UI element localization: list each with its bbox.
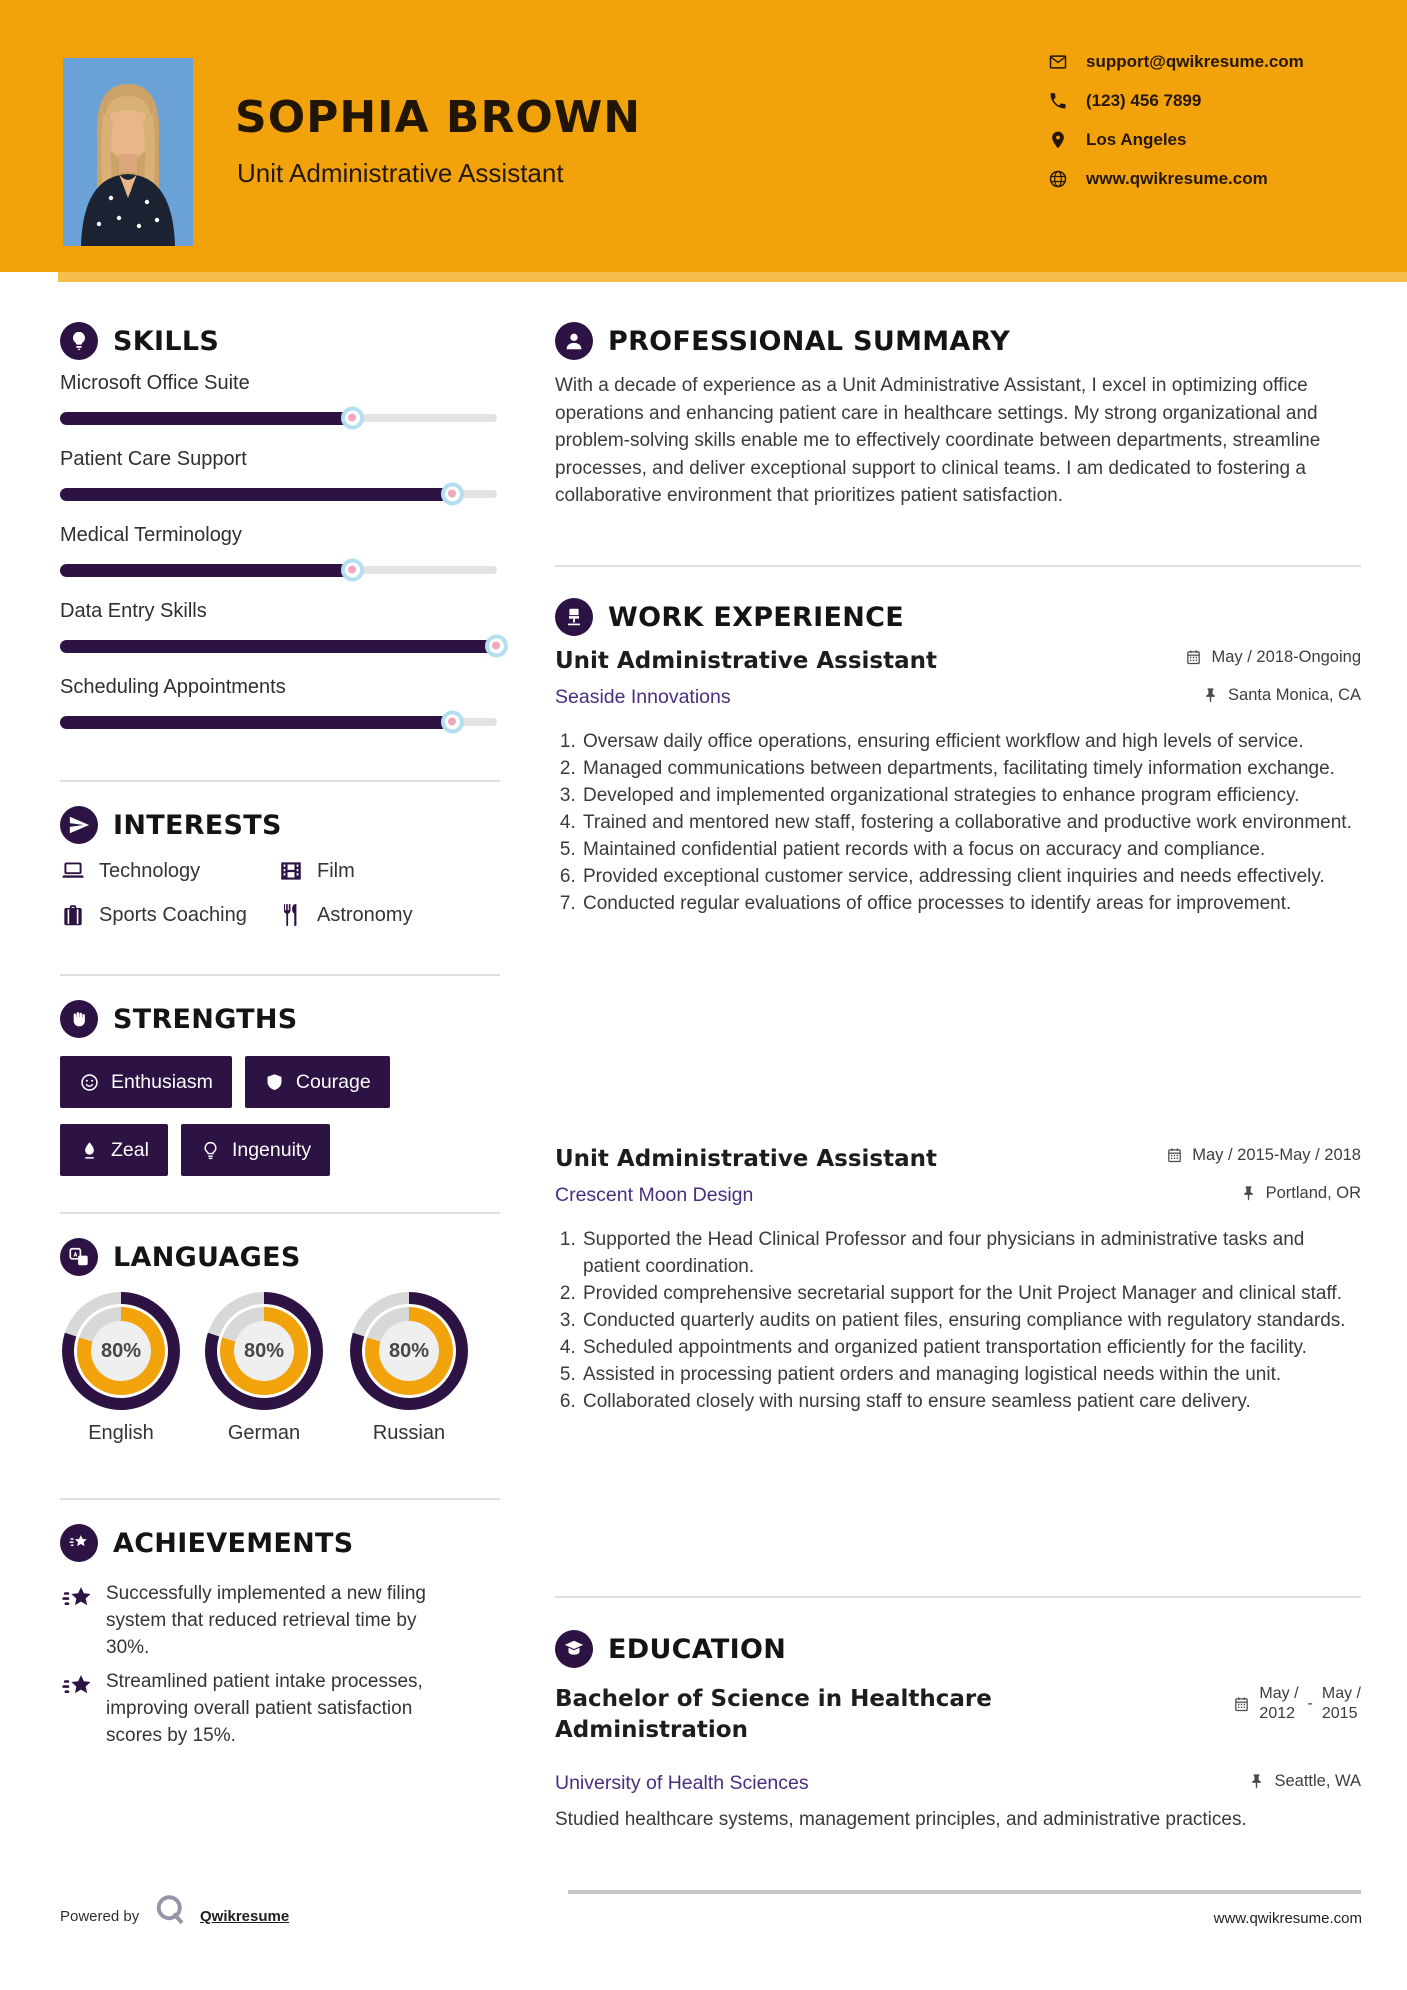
language-donut-russian: [350, 1292, 468, 1410]
job-location: [1240, 1184, 1361, 1203]
language-percent: 80%: [91, 1321, 151, 1381]
skill-label: Data Entry Skills: [60, 600, 207, 622]
achievement-text: Streamlined patient intake processes, improving overall patient satisfaction scores by 15%.: [106, 1671, 423, 1746]
interests-heading: INTERESTS: [113, 809, 282, 841]
summary-heading: PROFESSIONAL SUMMARY: [608, 325, 1011, 357]
interest-label: Sports Coaching: [99, 903, 247, 926]
language-percent: 80%: [234, 1321, 294, 1381]
shooting-star-icon: [60, 1670, 96, 1706]
skill-slider[interactable]: [60, 566, 497, 574]
job-date-text: May / 2015-May / 2018: [1192, 1146, 1361, 1164]
pushpin-icon: [1240, 1185, 1257, 1202]
job-location-text: Portland, OR: [1265, 1184, 1361, 1202]
shooting-star-icon: [60, 1524, 98, 1562]
strengths-section-header: [60, 1000, 298, 1038]
flame-icon: [79, 1140, 100, 1161]
job-bullet: 4. Trained and mentored new staff, fostering a collaborative and productive work environment.: [581, 809, 1361, 836]
interest-item: [60, 858, 278, 884]
divider: [555, 565, 1361, 567]
skills-section-header: [60, 322, 219, 360]
candidate-title: Unit Administrative Assistant: [237, 158, 564, 188]
job-bullet: 7. Conducted regular evaluations of office processes to identify areas for improvement.: [581, 890, 1361, 917]
contact-email[interactable]: [1048, 52, 1304, 72]
interest-item: [278, 902, 500, 928]
education-header: [555, 1684, 1361, 1746]
utensils-icon: [278, 902, 304, 928]
contact-email-text: support@qwikresume.com: [1086, 52, 1304, 71]
job-location-text: Santa Monica, CA: [1228, 686, 1361, 704]
strength-label: Ingenuity: [231, 1138, 312, 1161]
location-pin-icon: [1048, 130, 1068, 150]
job-date-text: May / 2018-Ongoing: [1211, 648, 1361, 666]
summary-section-header: [555, 322, 1010, 360]
skill-bar-fill: [60, 716, 453, 729]
job-bullet: 6. Provided exceptional customer service, addressing client inquiries and needs effectively.: [581, 863, 1361, 890]
shooting-star-icon: [60, 1582, 96, 1618]
language-name: Russian: [372, 1422, 446, 1444]
language-donut-english: [62, 1292, 180, 1410]
contact-website-text: www.qwikresume.com: [1086, 169, 1268, 188]
strength-label: Enthusiasm: [111, 1070, 213, 1093]
contact-phone[interactable]: [1048, 91, 1304, 111]
skill-bar-fill: [60, 640, 497, 653]
laptop-icon: [60, 858, 86, 884]
divider: [555, 1596, 1361, 1598]
education-dates: [1233, 1684, 1361, 1724]
skill-slider[interactable]: [60, 490, 497, 498]
contact-website[interactable]: [1048, 169, 1304, 189]
slider-handle[interactable]: [441, 483, 464, 506]
skill-bar-fill: [60, 564, 353, 577]
education-location-text: Seattle, WA: [1274, 1772, 1361, 1790]
job-bullet: 2. Provided comprehensive secretarial support for the Unit Project Manager and clinical staff.: [581, 1280, 1361, 1307]
language-percent: 80%: [379, 1321, 439, 1381]
phone-icon: [1048, 91, 1068, 111]
globe-icon: [1048, 169, 1068, 189]
contact-location: [1048, 130, 1304, 150]
slider-handle[interactable]: [441, 711, 464, 734]
translate-icon: [60, 1238, 98, 1276]
job-header: [555, 1146, 1361, 1172]
skill-label: Scheduling Appointments: [60, 676, 286, 698]
slider-handle[interactable]: [485, 635, 508, 658]
divider: [60, 974, 500, 976]
language-name: English: [88, 1422, 154, 1444]
summary-text: With a decade of experience as a Unit Administrative Assistant, I excel in optimizing office operations and enhancing patient care in healthcare settings. My strong organizational and problem-solving skills enable me to effectively coordinate between departments, streamline processes, and deliver exceptional support to clinical teams. I am dedicated to fostering a collaborative environment that prioritizes patient satisfaction.: [555, 375, 1321, 506]
education-date-start-top: May /: [1259, 1685, 1299, 1702]
graduation-icon: [555, 1630, 593, 1668]
interest-label: Astronomy: [317, 903, 413, 926]
job-bullet: 3. Developed and implemented organizational strategies to enhance program efficiency.: [581, 782, 1361, 809]
achievements-heading: ACHIEVEMENTS: [113, 1527, 354, 1559]
interest-item: [60, 902, 278, 928]
interest-label: Film: [317, 859, 355, 882]
strength-badge: [60, 1124, 168, 1176]
education-location: [1248, 1772, 1361, 1791]
job-date: [1185, 648, 1361, 667]
education-heading: EDUCATION: [608, 1633, 787, 1665]
job-bullet: 2. Managed communications between departments, facilitating timely information exchange.: [581, 755, 1361, 782]
interests-list: [60, 858, 500, 928]
paper-plane-icon: [60, 806, 98, 844]
job-date: [1166, 1146, 1361, 1165]
person-icon: [555, 322, 593, 360]
job-bullet: 1. Supported the Head Clinical Professor and four physicians in administrative tasks and patient coordination.: [581, 1226, 1361, 1280]
strength-badge: [245, 1056, 390, 1108]
languages-section-header: [60, 1238, 301, 1276]
school-name[interactable]: University of Health Sciences: [555, 1772, 809, 1794]
education-description: Studied healthcare systems, management principles, and administrative practices.: [555, 1809, 1247, 1830]
contact-block: [1048, 52, 1304, 189]
slider-handle[interactable]: [341, 407, 364, 430]
education-date-end-bottom: 2015: [1321, 1705, 1358, 1722]
company-name[interactable]: Crescent Moon Design: [555, 1184, 754, 1206]
interest-label: Technology: [99, 859, 201, 882]
slider-handle[interactable]: [341, 559, 364, 582]
candidate-name: SOPHIA BROWN: [235, 92, 642, 143]
job-bullet-list: [555, 1226, 1361, 1415]
footer-website[interactable]: www.qwikresume.com: [1213, 1910, 1362, 1927]
interest-item: [278, 858, 500, 884]
divider: [60, 1212, 500, 1214]
calendar-icon: [1185, 649, 1202, 666]
strength-badge: [60, 1056, 232, 1108]
skill-label: Microsoft Office Suite: [60, 372, 250, 394]
achievement-text: Successfully implemented a new filing system that reduced retrieval time by 30%.: [106, 1583, 426, 1658]
pushpin-icon: [1248, 1773, 1265, 1790]
strengths-row-2: [60, 1124, 330, 1176]
pushpin-icon: [1202, 687, 1219, 704]
job-subheader: [555, 1184, 1361, 1207]
education-section-header: [555, 1630, 786, 1668]
job-bullet-list: [555, 728, 1361, 917]
briefcase-icon: [60, 902, 86, 928]
strength-label: Courage: [295, 1070, 371, 1093]
qwikresume-brand-link[interactable]: Qwikresume: [200, 1908, 290, 1925]
achievements-section-header: [60, 1524, 354, 1562]
strength-label: Zeal: [111, 1138, 149, 1161]
header-accent-strip: [58, 272, 1407, 282]
education-date-separator: -: [1307, 1695, 1313, 1712]
fist-icon: [60, 1000, 98, 1038]
envelope-icon: [1048, 52, 1068, 72]
skill-bar-fill: [60, 412, 353, 425]
skill-bar-fill: [60, 488, 453, 501]
education-subheader: [555, 1772, 1361, 1795]
job-subheader: [555, 686, 1361, 709]
education-date-start-bottom: 2012: [1259, 1705, 1296, 1722]
skill-slider[interactable]: [60, 718, 497, 726]
job-bullet: 3. Conducted quarterly audits on patient files, ensuring compliance with regulatory standards.: [581, 1307, 1361, 1334]
interests-section-header: [60, 806, 282, 844]
languages-heading: LANGUAGES: [113, 1241, 301, 1273]
qwikresume-logo-icon: [152, 1892, 188, 1928]
divider: [60, 1498, 500, 1500]
job-bullet: 5. Assisted in processing patient orders and managing logistical needs within the unit.: [581, 1361, 1361, 1388]
powered-by-label: Powered by: [60, 1908, 140, 1925]
profile-photo: [63, 58, 193, 246]
experience-section-header: [555, 598, 904, 636]
job-location: [1202, 686, 1361, 705]
skill-label: Medical Terminology: [60, 524, 242, 546]
job-bullet: 5. Maintained confidential patient records with a focus on accuracy and compliance.: [581, 836, 1361, 863]
smiley-icon: [79, 1072, 100, 1093]
job-bullet: 4. Scheduled appointments and organized patient transportation efficiently for the facility.: [581, 1334, 1361, 1361]
skill-label: Patient Care Support: [60, 448, 247, 470]
header-band: [0, 0, 1407, 272]
job-header: [555, 648, 1361, 674]
skill-slider[interactable]: [60, 414, 497, 422]
degree-title: Bachelor of Science in Healthcare Administration: [555, 1686, 992, 1743]
company-name[interactable]: Seaside Innovations: [555, 686, 731, 708]
contact-phone-text: (123) 456 7899: [1086, 91, 1202, 110]
shield-icon: [264, 1072, 285, 1093]
strengths-heading: STRENGTHS: [113, 1003, 298, 1035]
skill-slider[interactable]: [60, 642, 497, 650]
lightbulb-icon: [60, 322, 98, 360]
calendar-icon: [1166, 1147, 1183, 1164]
language-donut-german: [205, 1292, 323, 1410]
job-title: Unit Administrative Assistant: [555, 648, 937, 674]
footer-divider: [568, 1890, 1361, 1894]
job-bullet: 1. Oversaw daily office operations, ensuring efficient workflow and high levels of service.: [581, 728, 1361, 755]
education-date-end-top: May /: [1321, 1685, 1361, 1702]
experience-heading: WORK EXPERIENCE: [608, 601, 904, 633]
language-name: German: [227, 1422, 301, 1444]
office-chair-icon: [555, 598, 593, 636]
skills-heading: SKILLS: [113, 325, 220, 357]
divider: [60, 780, 500, 782]
calendar-icon: [1233, 1696, 1250, 1713]
strength-badge: [181, 1124, 330, 1176]
strengths-row-1: [60, 1056, 390, 1108]
languages-charts: [60, 1292, 500, 1472]
job-bullet: 6. Collaborated closely with nursing staff to ensure seamless patient care delivery.: [581, 1388, 1361, 1415]
bulb-outline-icon: [200, 1140, 221, 1161]
job-title: Unit Administrative Assistant: [555, 1146, 937, 1172]
film-icon: [278, 858, 304, 884]
contact-location-text: Los Angeles: [1086, 130, 1187, 149]
